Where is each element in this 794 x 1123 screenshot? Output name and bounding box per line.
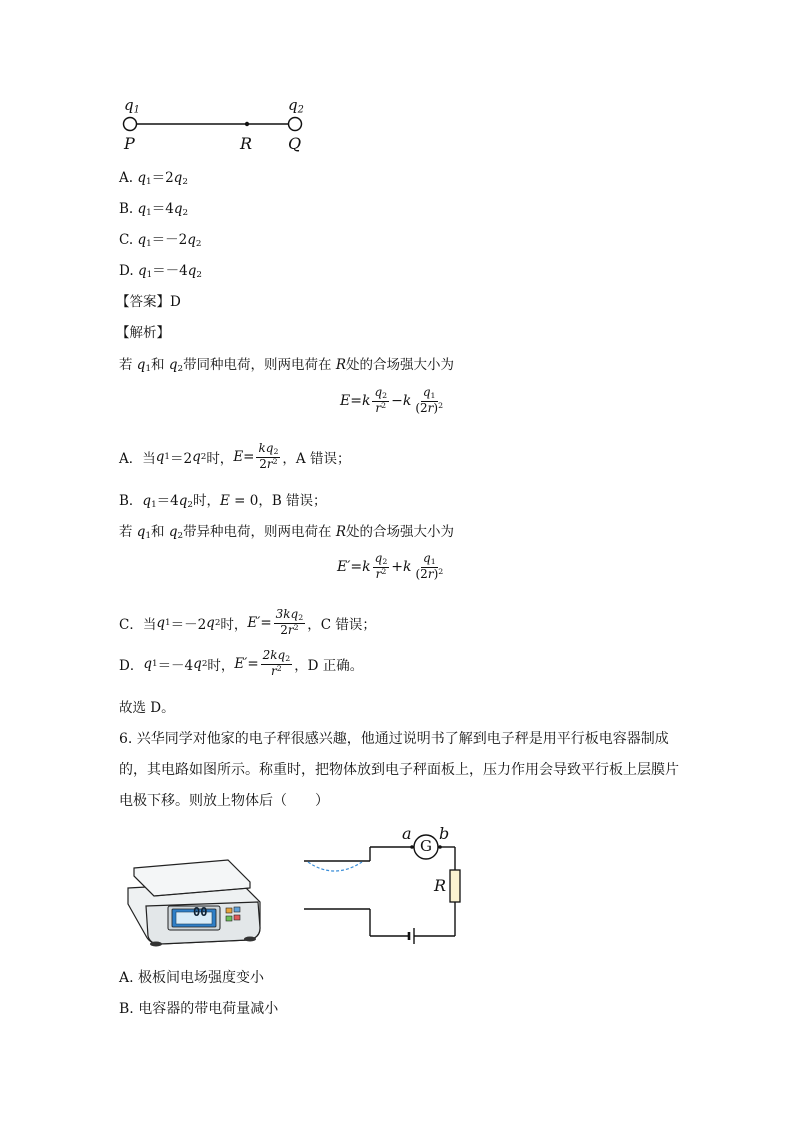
q6-line-3: 电极下移。则放上物体后（ ） [119, 793, 329, 809]
label-q1: $q_1$ [124, 96, 140, 116]
q6-option-a: A. 极板间电场强度变小 [119, 970, 265, 986]
option-b: B. $q_1=4q_2$ [119, 201, 189, 219]
deformed-membrane [308, 862, 362, 871]
analysis-line-b: B．$q_1=4q_2$时，E = 0，B 错误； [119, 493, 327, 511]
q6-line-1: 6. 兴华同学对他家的电子秤很感兴趣，他通过说明书了解到电子秤是用平行板电容器制成 [119, 731, 669, 747]
equation-e-prime: E′ = k $\frac{q_2}{r^2}$ + k $\frac{q_1}{(2r)^2}$ [337, 551, 444, 581]
option-d: D. $q_1=-4q_2$ [119, 263, 202, 281]
analysis-label: 【解析】 [116, 325, 170, 341]
circuit-label-g: G [420, 837, 432, 855]
circuit-label-r: R [434, 876, 447, 895]
same-sign-text: 若 $q_1$和 $q_2$带同种电荷，则两电荷在 R处的合场强大小为 [119, 357, 455, 375]
label-q: Q [288, 134, 302, 153]
conclusion: 故选 D。 [119, 700, 175, 716]
equation-e: E = k $\frac{q_2}{r^2}$ − k $\frac{q_1}{(2r)^2}$ [340, 385, 444, 415]
capacitor-circuit-diagram [298, 828, 478, 948]
diff-sign-text: 若 $q_1$和 $q_2$带异种电荷，则两电荷在 R处的合场强大小为 [119, 524, 455, 542]
analysis-line-c: C．当 q 1 ＝－2 q 2 时， E′ = $\frac{3kq_2}{2r^2}$ ，C 错误； [119, 607, 376, 637]
q6-line-2: 的，其电路如图所示。称重时，把物体放到电子秤面板上，压力作用会导致平行板上层膜片 [119, 762, 679, 778]
label-q2: $q_2$ [288, 96, 304, 116]
analysis-line-a: A．当 q 1 ＝2 q 2 时， E = $\frac{kq_2}{2r^2}$ ，A 错误； [119, 441, 351, 471]
electronic-scale-illustration [120, 848, 270, 948]
charge-q-circle [289, 118, 302, 131]
analysis-line-d: D． q 1 ＝－4 q 2 时， E′ = $\frac{2kq_2}{r^2}$ ，D 正确。 [119, 648, 364, 678]
circuit-label-a: a [402, 824, 412, 843]
charge-p-circle [124, 118, 137, 131]
label-p: P [124, 134, 135, 153]
label-r: R [240, 134, 253, 153]
option-a: A. $q_1=2q_2$ [119, 170, 188, 188]
option-c: C. $q_1=-2q_2$ [119, 232, 202, 250]
answer-line: 【答案】D [116, 294, 181, 310]
point-r-dot [245, 122, 249, 126]
scale-display-value: 00 [193, 905, 208, 919]
circuit-label-b: b [439, 824, 450, 843]
resistor [450, 870, 460, 902]
q6-option-b: B. 电容器的带电荷量减小 [119, 1001, 279, 1017]
